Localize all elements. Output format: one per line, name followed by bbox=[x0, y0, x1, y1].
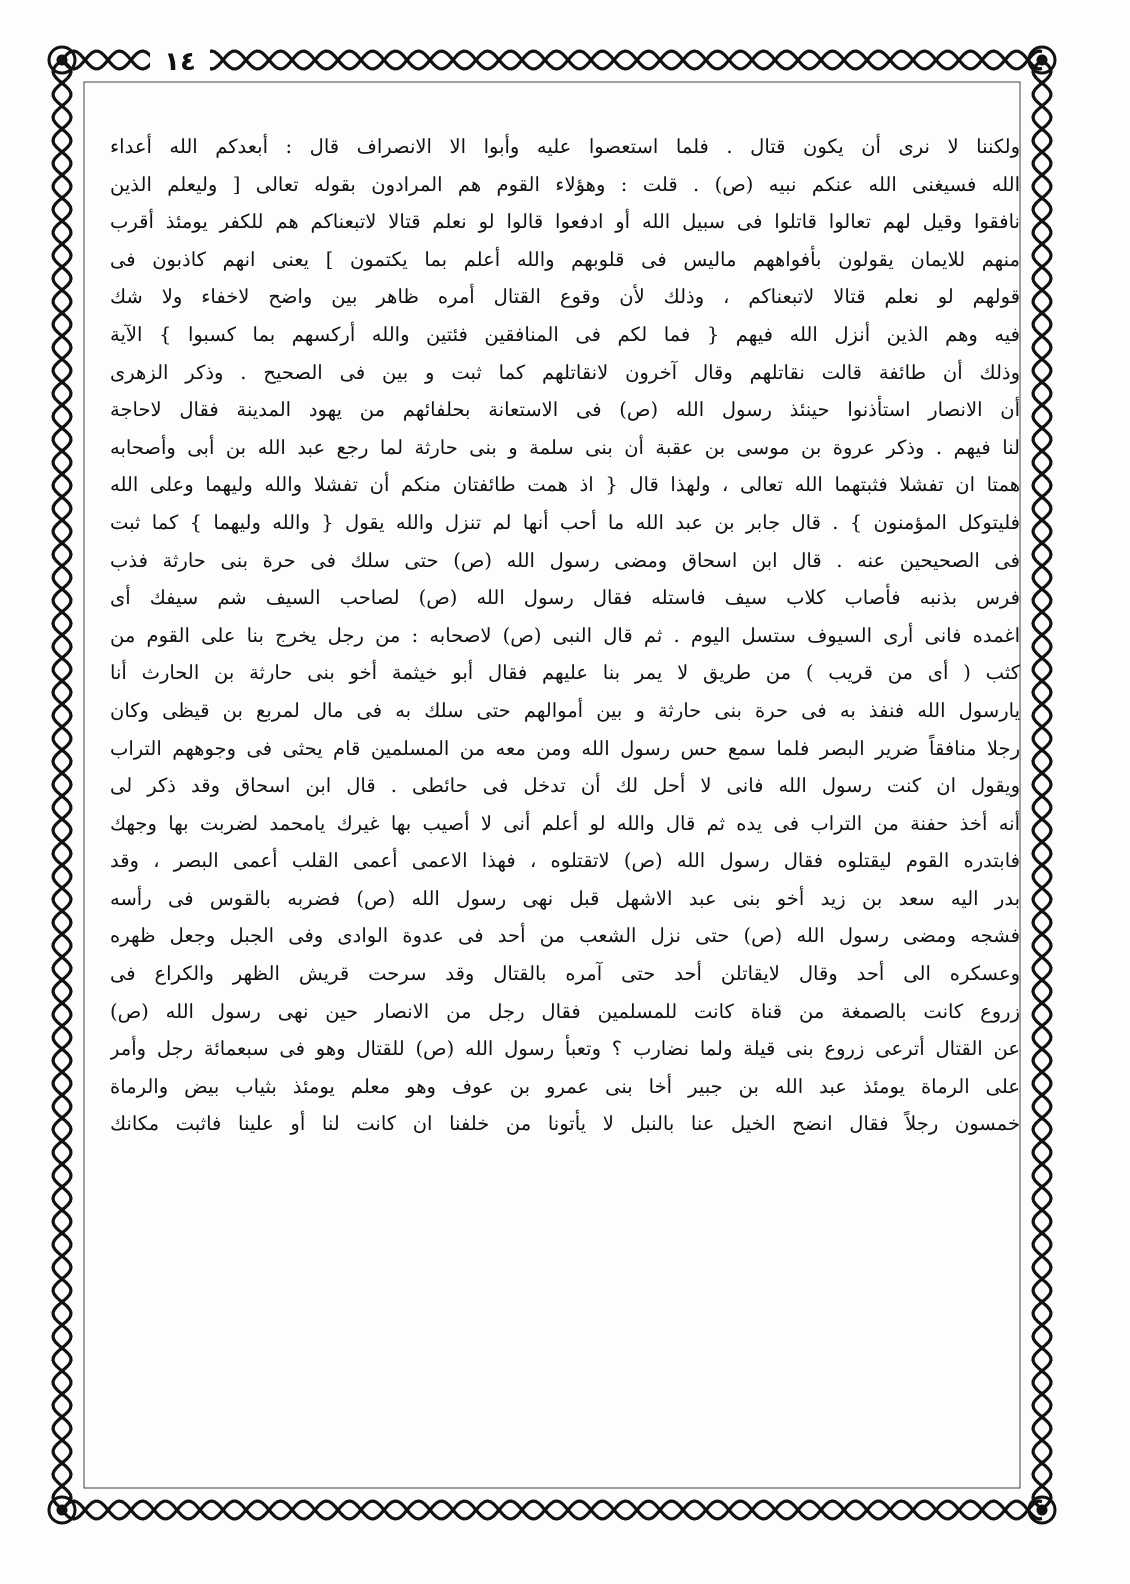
text-line: فشجه ومضى رسول الله (ص) حتى نزل الشعب من أحد فى عدوة الوادى وفى الجبل وجعل ظهره bbox=[110, 924, 1020, 948]
text-line: أن الانصار استأذنوا حينئذ رسول الله (ص) فى الاستعانة بحلفائهم من يهود المدينة فقال لاحاجة bbox=[110, 398, 1020, 422]
text-line: عن القتال أترعى زروع بنى قيلة ولما نضارب ؟ وتعبأ رسول الله (ص) للقتال وهو فى سبعمائة رجل وأمر bbox=[110, 1037, 1020, 1061]
text-line: نافقوا وقيل لهم تعالوا قاتلوا فى سبيل الله أو ادفعوا قالوا لو نعلم قتالا لاتبعناكم هم للكفر يومئذ أقرب bbox=[110, 210, 1020, 234]
text-line: يارسول الله فنفذ به فى حرة بنى حارثة و بين أموالهم حتى سلك به فى مال لمربع بن قيظى وكان bbox=[110, 698, 1020, 722]
text-line: فى الصحيحين عنه . قال ابن اسحاق ومضى رسول الله (ص) حتى سلك فى حرة بنى حارثة فذب bbox=[110, 548, 1020, 572]
text-line: خمسون رجلاً فقال انضح الخيل عنا بالنبل لا يأتونا من خلفنا ان كانت لنا أو علينا فاثبت مكانك bbox=[110, 1112, 1020, 1136]
text-line: منهم للايمان يقولون بأفواههم ماليس فى قلوبهم والله أعلم بما يكتمون ] يعنى انهم كاذبون فى bbox=[110, 247, 1020, 271]
text-line: لنا فيهم . وذكر عروة بن موسى بن عقبة أن بنى سلمة و بنى حارثة لما رجع عبد الله بن أبى وأصحابه bbox=[110, 435, 1020, 459]
text-line: همتا ان تفشلا فثبتهما الله تعالى ، ولهذا قال { اذ همت طائفتان منكم أن تفشلا والله وليهما وعلى الله bbox=[110, 473, 1020, 497]
text-line: الله فسيغنى الله عنكم نبيه (ص) . قلت : وهؤلاء القوم هم المرادون بقوله تعالى [ وليعلم الذين bbox=[110, 172, 1020, 196]
text-line: بدر اليه سعد بن زيد أخو بنى عبد الاشهل قبل نهى رسول الله (ص) فضربه بالقوس فى رأسه bbox=[110, 886, 1020, 910]
text-line: ولكننا لا نرى أن يكون قتال . فلما استعصوا عليه وأبوا الا الانصراف قال : أبعدكم الله أعداء bbox=[110, 135, 1020, 158]
text-line: كثب ( أى من قريب ) من طريق لا يمر بنا عليهم فقال أبو خيثمة أخو بنى حارثة بن الحارث أنا bbox=[110, 661, 1020, 685]
text-line: رجلا منافقاً ضرير البصر فلما سمع حس رسول الله ومن معه من المسلمين قام يحثى فى وجوههم التراب bbox=[110, 736, 1020, 760]
body-text bbox=[110, 128, 1020, 1468]
text-line: فيه وهم الذين أنزل الله فيهم { فما لكم فى المنافقين فئتين والله أركسهم بما كسبوا } الآية bbox=[110, 322, 1020, 346]
text-line: أنه أخذ حفنة من التراب فى يده ثم قال والله لو أعلم أنى لا أصيب بها غيرك يامحمد لضربت بها وجهك bbox=[110, 811, 1020, 835]
text-line: قولهم لو نعلم قتالا لاتبعناكم ، وذلك لأن وقوع القتال أمره ظاهر بين واضح لاخفاء ولا شك bbox=[110, 285, 1020, 309]
text-line: وذلك أن طائفة قالت نقاتلهم وقال آخرون لانقاتلهم كما ثبت و بين فى الصحيح . وذكر الزهرى bbox=[110, 360, 1020, 384]
text-line: زروع كانت بالصمغة من قناة كانت للمسلمين فقال رجل من الانصار حين نهى رسول الله (ص) bbox=[110, 999, 1020, 1023]
text-line: فابتدره القوم ليقتلوه فقال رسول الله (ص) لاتقتلوه ، فهذا الاعمى أعمى القلب أعمى البصر ، وقد bbox=[110, 849, 1020, 873]
text-line: وعسكره الى أحد وقال لايقاتلن أحد حتى آمره بالقتال وقد سرحت قريش الظهر والكراع فى bbox=[110, 962, 1020, 986]
text-line: فليتوكل المؤمنون } . قال جابر بن عبد الله ما أحب أنها لم تنزل والله يقول { والله وليهما } كما ثبت bbox=[110, 510, 1020, 534]
text-line: اغمده فانى أرى السيوف ستسل اليوم . ثم قال النبى (ص) لاصحابه : من رجل يخرج بنا على القوم من bbox=[110, 623, 1020, 647]
text-line: على الرماة يومئذ عبد الله بن جبير أخا بنى عمرو بن عوف وهو معلم يومئذ بثياب بيض والرماة bbox=[110, 1074, 1020, 1098]
text-line: ويقول ان كنت رسول الله فانى لا أحل لك أن تدخل فى حائطى . قال ابن اسحاق وقد ذكر لى bbox=[110, 774, 1020, 798]
page-number: ١٤ bbox=[150, 44, 210, 80]
text-line: فرس بذنبه فأصاب كلاب سيف فاستله فقال رسول الله (ص) لصاحب السيف شم سيفك أى bbox=[110, 586, 1020, 610]
